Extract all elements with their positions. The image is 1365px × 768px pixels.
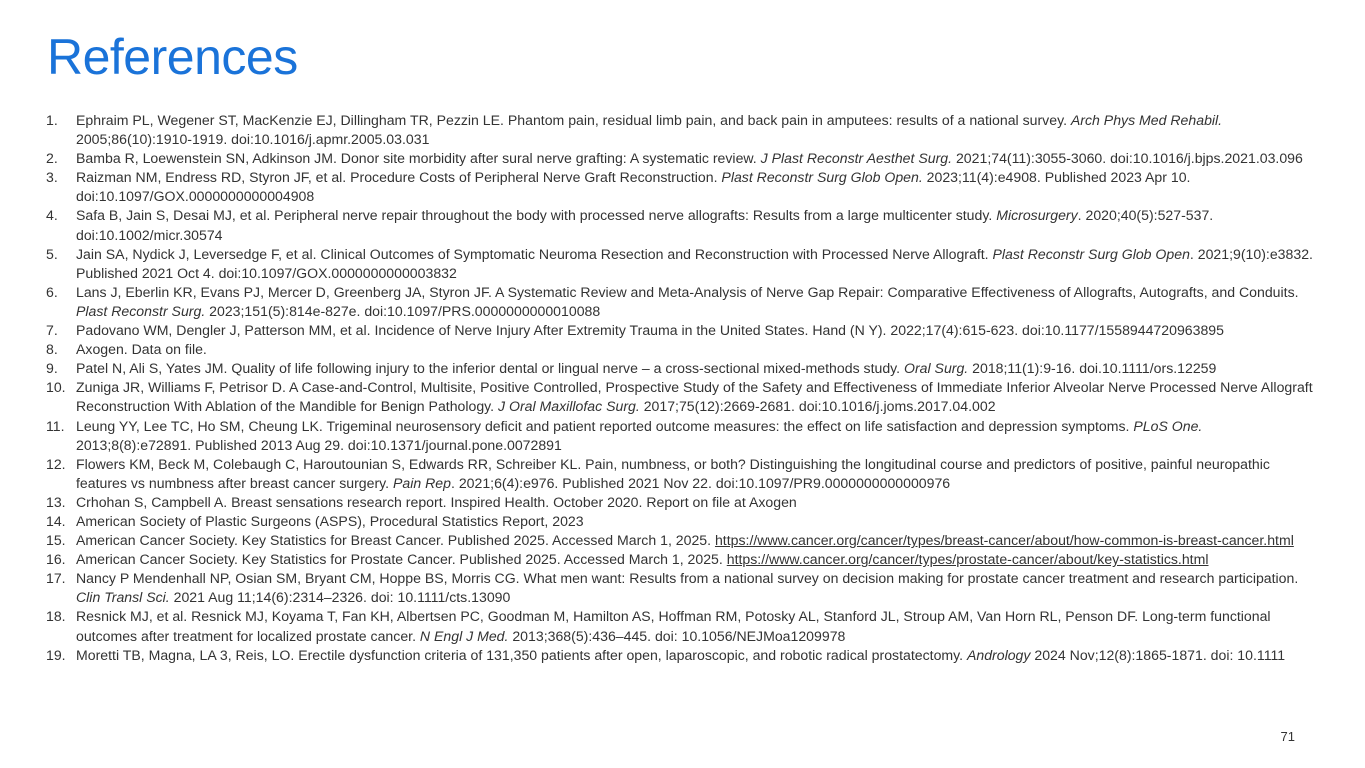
reference-number: 14. (46, 512, 66, 529)
reference-item (46, 283, 1318, 321)
reference-item (46, 550, 1318, 569)
reference-number: 10. (46, 379, 66, 396)
reference-item (46, 493, 1318, 512)
reference-item (46, 378, 1318, 416)
reference-number: 5. (46, 245, 58, 262)
journal-title: Plast Reconstr Surg Glob Open (992, 245, 1190, 262)
reference-text: Leung YY, Lee TC, Ho SM, Cheung LK. Trigeminal neurosensory deficit and patient reported outcome measures: the effect on life satisfaction and depression symptoms. PLoS One. 2013;8(8):e72891. Published 2013 Aug 29. doi:10.1371/journal.pone.0072891 (76, 417, 1203, 453)
reference-number: 3. (46, 169, 58, 186)
reference-link[interactable]: https://www.cancer.org/cancer/types/breast-cancer/about/how-common-is-breast-cancer.html (714, 532, 1294, 549)
journal-title: Clin Transl Sci. (76, 589, 170, 606)
journal-title: N Engl J Med. (419, 627, 509, 644)
reference-text: Lans J, Eberlin KR, Evans PJ, Mercer D, Greenberg JA, Styron JF. A Systematic Review and Meta-Analysis of Nerve Gap Repair: Comparative Effectiveness of Allografts, Autografts, and Conduits. Plast Reconstr Surg. 2023;151(5):814e-827e. doi:10.1097/PRS.0000000000010088 (76, 283, 1299, 319)
reference-text: Crhohan S, Campbell A. Breast sensations research report. Inspired Health. October 2020. Report on file at Axogen (76, 493, 797, 510)
journal-title: Plast Reconstr Surg. (76, 302, 206, 319)
page-number: 71 (1280, 729, 1295, 744)
reference-item (46, 359, 1318, 378)
reference-item (46, 607, 1318, 645)
reference-item (46, 206, 1318, 244)
reference-number: 8. (46, 341, 58, 358)
reference-number: 17. (46, 570, 66, 587)
reference-number: 13. (46, 493, 66, 510)
reference-item (46, 569, 1318, 607)
reference-item (46, 455, 1318, 493)
reference-number: 1. (46, 112, 58, 128)
reference-text: Nancy P Mendenhall NP, Osian SM, Bryant CM, Hoppe BS, Morris CG. What men want: Results from a national survey on decision making for prostate cancer treatment and research participation. Clin Transl Sci. 2021 Aug 11;14(6):2314–2326. doi: 10.1111/cts.13090 (76, 570, 1299, 606)
journal-title: Arch Phys Med Rehabil. (1070, 112, 1223, 128)
reference-link[interactable]: https://www.cancer.org/cancer/types/prostate-cancer/about/key-statistics.html (726, 551, 1209, 568)
reference-number: 19. (46, 646, 66, 663)
reference-item (46, 168, 1318, 206)
journal-title: Pain Rep (393, 474, 451, 491)
journal-title: J Oral Maxillofac Surg. (498, 398, 640, 415)
reference-item (46, 149, 1318, 168)
journal-title: Microsurgery (996, 207, 1078, 224)
reference-item (46, 245, 1318, 283)
reference-text: Safa B, Jain S, Desai MJ, et al. Peripheral nerve repair throughout the body with processed nerve allografts: Results from a large multicenter study. Microsurgery. 2020;40(5):527-537. doi:10.1002/micr.30574 (76, 207, 1214, 243)
reference-number: 7. (46, 322, 58, 339)
reference-text: Flowers KM, Beck M, Colebaugh C, Haroutounian S, Edwards RR, Schreiber KL. Pain, numbness, or both? Distinguishing the longitudinal course and predictors of positive, painful neuropathic features vs numbness after breast cancer surgery. Pain Rep. 2021;6(4):e976. Published 2021 Nov 22. doi:10.1097/PR9.0000000000000976 (76, 455, 1270, 491)
reference-text: Padovano WM, Dengler J, Patterson MM, et al. Incidence of Nerve Injury After Extremity Trauma in the United States. Hand (N Y). 2022;17(4):615-623. doi:10.1177/1558944720963895 (76, 322, 1224, 339)
reference-number: 16. (46, 551, 66, 568)
reference-number: 6. (46, 283, 58, 300)
reference-number: 9. (46, 360, 58, 377)
reference-text: Resnick MJ, et al. Resnick MJ, Koyama T, Fan KH, Albertsen PC, Goodman M, Hamilton AS, Hoffman RM, Potosky AL, Stanford JL, Stroup AM, Van Horn RL, Penson DF. Long-term functional outcomes after treatment for localized prostate cancer. N Engl J Med. 2013;368(5):436–445. doi: 10.1056/NEJMoa1209978 (76, 608, 1271, 644)
reference-number: 18. (46, 608, 66, 625)
reference-text: Zuniga JR, Williams F, Petrisor D. A Case-and-Control, Multisite, Positive Controlled, Prospective Study of the Safety and Effectiveness of Immediate Inferior Alveolar Nerve Processed Nerve Allograft Reconstruction With Ablation of the Mandible for Benign Pathology. J Oral Maxillofac Surg. 2017;75(12):2669-2681. doi:10.1016/j.joms.2017.04.002 (76, 379, 1313, 415)
journal-title: Plast Reconstr Surg Glob Open. (721, 169, 923, 186)
reference-number: 15. (46, 532, 66, 549)
reference-item (46, 111, 1318, 149)
reference-list (46, 111, 1318, 665)
reference-number: 12. (46, 455, 66, 472)
reference-text: Axogen. Data on file. (76, 341, 207, 358)
reference-text: Raizman NM, Endress RD, Styron JF, et al. Procedure Costs of Peripheral Nerve Graft Reconstruction. Plast Reconstr Surg Glob Open. 2023;11(4):e4908. Published 2023 Apr 10. doi:10.1097/GOX.0000000000004908 (76, 169, 1191, 205)
reference-text: Bamba R, Loewenstein SN, Adkinson JM. Donor site morbidity after sural nerve grafting: A systematic review. J Plast Reconstr Aesthet Surg. 2021;74(11):3055-3060. doi:10.1016/j.bjps.2021.03.096 (76, 150, 1303, 167)
journal-title: PLoS One. (1133, 417, 1203, 434)
reference-item (46, 646, 1318, 665)
journal-title: Oral Surg. (904, 360, 969, 377)
page-title: References (47, 29, 298, 85)
journal-title: J Plast Reconstr Aesthet Surg. (760, 150, 953, 167)
reference-item (46, 512, 1318, 531)
reference-number: 4. (46, 207, 58, 224)
reference-item (46, 531, 1318, 550)
reference-item (46, 321, 1318, 340)
reference-text: Patel N, Ali S, Yates JM. Quality of life following injury to the inferior dental or lingual nerve – a cross-sectional mixed-methods study. Oral Surg. 2018;11(1):9-16. doi.10.1111/ors.12259 (76, 360, 1217, 377)
journal-title: Andrology (966, 646, 1031, 663)
reference-text: Moretti TB, Magna, LA 3, Reis, LO. Erectile dysfunction criteria of 131,350 patients after open, laparoscopic, and robotic radical prostatectomy. Andrology 2024 Nov;12(8):1865-1871. doi: 10.1111 (76, 646, 1286, 663)
reference-text: Ephraim PL, Wegener ST, MacKenzie EJ, Dillingham TR, Pezzin LE. Phantom pain, residual limb pain, and back pain in amputees: results of a national survey. Arch Phys Med Rehabil. 2005;86(10):1910-1919. doi:10.1016/j.apmr.2005.03.031 (76, 112, 1223, 148)
reference-number: 2. (46, 150, 58, 167)
reference-text: American Cancer Society. Key Statistics for Breast Cancer. Published 2025. Accessed March 1, 2025. https://www.cancer.org/cancer/types/breast-cancer/about/how-common-is-breast-cancer.html (76, 532, 1294, 549)
reference-text: Jain SA, Nydick J, Leversedge F, et al. Clinical Outcomes of Symptomatic Neuroma Resection and Reconstruction with Processed Nerve Allograft. Plast Reconstr Surg Glob Open. 2021;9(10):e3832. Published 2021 Oct 4. doi:10.1097/GOX.0000000000003832 (76, 245, 1313, 281)
reference-text: American Society of Plastic Surgeons (ASPS), Procedural Statistics Report, 2023 (76, 512, 584, 529)
reference-item (46, 340, 1318, 359)
reference-text: American Cancer Society. Key Statistics for Prostate Cancer. Published 2025. Accessed March 1, 2025. https://www.cancer.org/cancer/types/prostate-cancer/about/key-statistics.html (76, 551, 1209, 568)
reference-item (46, 417, 1318, 455)
reference-number: 11. (46, 417, 65, 434)
